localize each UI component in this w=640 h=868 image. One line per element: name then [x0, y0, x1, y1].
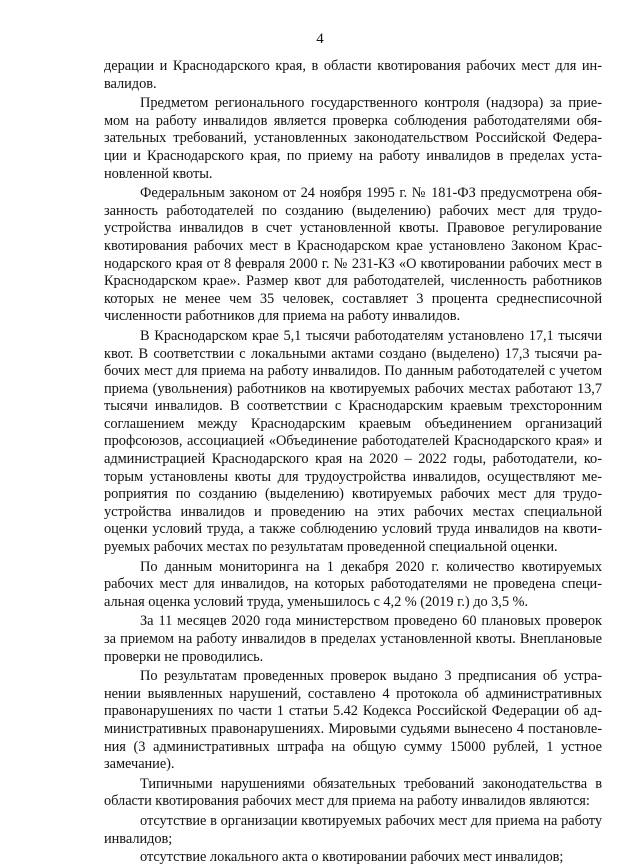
list-item: отсутствие в организации квотируемых рабочих мест для приема на работу инвалидов;	[104, 812, 602, 847]
paragraph-continuation: дерации и Краснодарского края, в области квотирования рабочих мест для инвалидов.	[104, 58, 602, 92]
list-item: отсутствие локального акта о квотировании рабочих мест инвалидов;	[140, 849, 564, 866]
paragraph-inspections: За 11 месяцев 2020 года министерством проведено 60 плановых проверок за приемом на работу инвалидов в пределах установленной квоты. Внеплановые проверки не проводились.	[104, 613, 602, 665]
paragraph-typical-violations: Типичными нарушениями обязательных требований законодательства в области квотирования рабочих мест для приема на работу инвалидов являются:	[104, 775, 602, 810]
paragraph-control-subject: Предметом регионального государственного контроля (надзора) за приемом на работу инвалидов является проверка соблюдения работодателями обязательных требований, установленных законодательством Российской Федерации и Краснодарского края, по приему на работу инвалидов в пределах установленной квоты.	[104, 95, 602, 182]
page-number: 4	[316, 31, 324, 47]
paragraph-krasnodar-quotas: В Краснодарском крае 5,1 тысячи работодателям установлено 17,1 тысячи квот. В соответствии с локальными актами создано (выделено) 17,3 тысячи рабочих мест для приема на работу инвалидов. По данным работодателей с учетом приема (увольнения) работников на квотируемых рабочих местах работают 13,7 тысячи инвалидов. В соответствии с Краснодарским краевым трехсторонним соглашением между Краснодарским краевым объединением организаций профсоюзов, ассоциацией «Объединение работодателей Краснодарского края» и администрацией Краснодарского края на 2020 – 2022 годы, работодатели, которым установлены квоты для трудоустройства инвалидов, осуществляют мероприятия по созданию (выделению) квотируемых рабочих мест для трудоустройства инвалидов и проведению на этих рабочих местах специальной оценки условий труда, а также соблюдению условий труда инвалидов на квотируемых рабочих местах по результатам проведенной специальной оценки.	[104, 327, 602, 556]
paragraph-federal-law: Федеральным законом от 24 ноября 1995 г. № 181-ФЗ предусмотрена обязанность работодателей по созданию (выделению) рабочих мест для трудоустройства инвалидов в счет установленной квоты. Правовое регулирование квотирования рабочих мест в Краснодарском крае установлено Законом Краснодарского края от 8 февраля 2000 г. № 231-КЗ «О квотировании рабочих мест в Краснодарском крае». Размер квот для работодателей, численность работников которых не менее чем 35 человек, составляет 3 процента среднесписочной численности работников для приема на работу инвалидов.	[104, 185, 602, 325]
paragraph-inspection-results: По результатам проведенных проверок выдано 3 предписания об устранении выявленных нарушений, составлено 4 протокола об административных правонарушениях по части 1 статьи 5.42 Кодекса Российской Федерации об административных правонарушениях. Мировыми судьями вынесено 4 постановления (3 административных штрафа на общую сумму 15000 рублей, 1 устное замечание).	[104, 668, 602, 773]
document-body	[104, 58, 602, 868]
paragraph-monitoring: По данным мониторинга на 1 декабря 2020 г. количество квотируемых рабочих мест для инвалидов, на которых работодателями не проведена специальная оценка условий труда, уменьшилось с 4,2 % (2019 г.) до 3,5 %.	[104, 558, 602, 610]
